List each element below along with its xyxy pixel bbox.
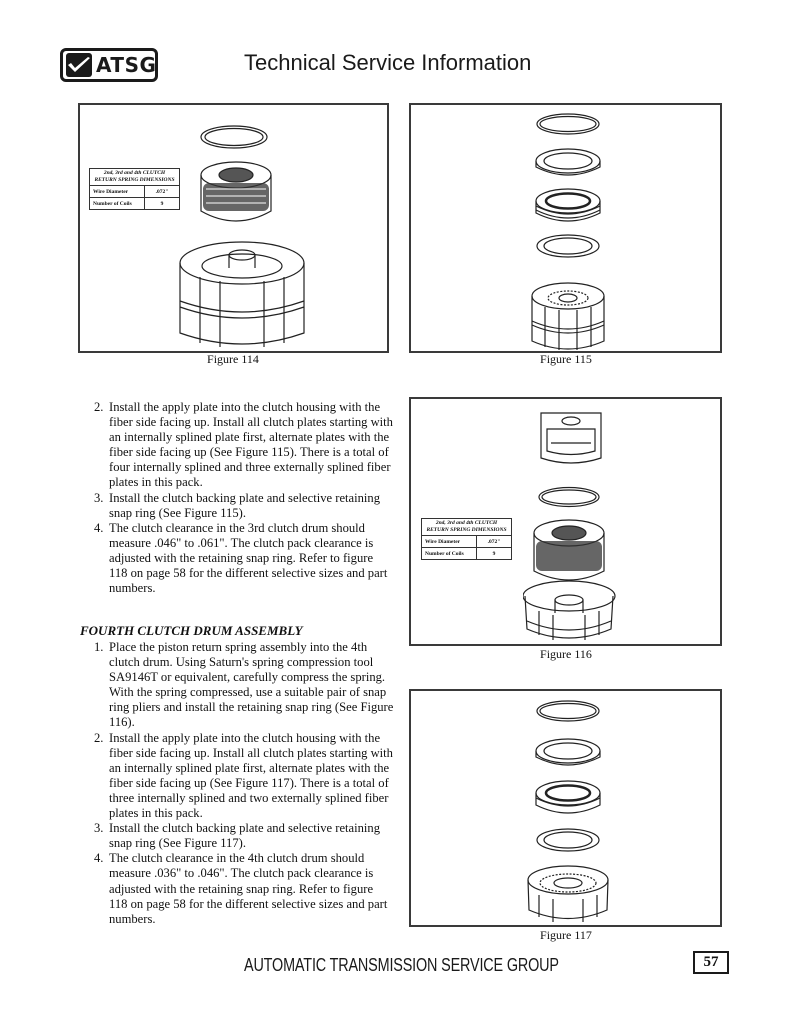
number-of-coils-value: 9 bbox=[145, 198, 180, 210]
section-heading: FOURTH CLUTCH DRUM ASSEMBLY bbox=[80, 623, 303, 638]
figure-115-caption: Figure 115 bbox=[540, 352, 592, 366]
checkmark-icon bbox=[66, 53, 92, 77]
step-number: 3. bbox=[94, 821, 104, 836]
fourth-clutch-pack-exploded-illustration bbox=[523, 695, 613, 925]
list-item bbox=[94, 491, 394, 521]
wire-diameter-label: Wire Diameter bbox=[422, 536, 477, 548]
clutch-drum-spring-illustration bbox=[170, 123, 340, 348]
step-number: 2. bbox=[94, 730, 104, 745]
step-number: 2. bbox=[94, 400, 104, 414]
number-of-coils-label: Number of Coils bbox=[422, 548, 477, 560]
step-number: 4. bbox=[94, 851, 104, 866]
list-item bbox=[94, 731, 394, 822]
list-item bbox=[94, 821, 394, 851]
spring-dimensions-table bbox=[89, 168, 180, 210]
spring-dimensions-table bbox=[421, 518, 512, 560]
figure-115-frame bbox=[409, 103, 722, 353]
step-text: Install the apply plate into the clutch housing with the fiber side facing up. Install all clutch plates starting with an internally splined plate first, alternate plates with the fiber side facing up (See Figure 117). There is a total of three internally splined and two externally splined fiber plates in this pack. bbox=[109, 730, 393, 821]
list-item bbox=[94, 851, 394, 926]
step-number: 1. bbox=[94, 640, 104, 654]
list-item bbox=[94, 640, 394, 731]
page-title: Technical Service Information bbox=[244, 50, 532, 75]
list-item bbox=[94, 521, 394, 596]
wire-diameter-value: .072" bbox=[145, 186, 180, 198]
step-text: The clutch clearance in the 3rd clutch drum should measure .046" to .061". The clutch pack clearance is adjusted with the retaining snap ring. Refer to figure 118 on page 58 for the different selective sizes and part numbers. bbox=[109, 520, 388, 596]
figure-117-frame bbox=[409, 689, 722, 927]
figure-116-frame bbox=[409, 397, 722, 646]
logo-text: ATSG bbox=[96, 53, 157, 77]
number-of-coils-value: 9 bbox=[477, 548, 512, 560]
step-number: 4. bbox=[94, 520, 104, 535]
figure-114-caption: Figure 114 bbox=[207, 352, 259, 366]
list-item bbox=[94, 400, 394, 491]
spring-table-title: 2nd, 3rd and 4th CLUTCH RETURN SPRING DIMENSIONS bbox=[90, 169, 180, 186]
figure-117-caption: Figure 117 bbox=[540, 928, 592, 942]
page-number: 57 bbox=[693, 951, 729, 974]
figure-114-frame bbox=[78, 103, 389, 353]
atsg-logo bbox=[60, 48, 158, 82]
wire-diameter-label: Wire Diameter bbox=[90, 186, 145, 198]
spring-compressor-tool-illustration bbox=[523, 403, 623, 645]
fourth-clutch-steps-list bbox=[94, 640, 394, 927]
step-text: Install the apply plate into the clutch housing with the fiber side facing up. Install all clutch plates starting with an internally splined plate first, alternate plates with the fiber side facing up (See Figure 115). There is a total of four internally splined and three externally splined fiber plates in this pack. bbox=[109, 400, 393, 490]
figure-116-caption: Figure 116 bbox=[540, 647, 592, 661]
wire-diameter-value: .072" bbox=[477, 536, 512, 548]
step-text: Install the clutch backing plate and selective retaining snap ring (See Figure 117). bbox=[109, 821, 381, 851]
step-number: 3. bbox=[94, 490, 104, 505]
step-text: The clutch clearance in the 4th clutch drum should measure .036" to .046". The clutch pack clearance is adjusted with the retaining snap ring. Refer to figure 118 on page 58 for the different selective sizes and part numbers. bbox=[109, 851, 388, 926]
footer-organization: AUTOMATIC TRANSMISSION SERVICE GROUP bbox=[244, 955, 559, 975]
number-of-coils-label: Number of Coils bbox=[90, 198, 145, 210]
step-text: Place the piston return spring assembly into the 4th clutch drum. Using Saturn's spring compression tool SA9146T or equivalent, carefully compress the spring. With the spring compressed, use a suitable pair of snap ring pliers and install the retaining snap ring (See Figure 116). bbox=[109, 640, 394, 730]
third-clutch-steps-list bbox=[94, 400, 394, 596]
step-text: Install the clutch backing plate and selective retaining snap ring (See Figure 115). bbox=[109, 490, 381, 520]
spring-table-title: 2nd, 3rd and 4th CLUTCH RETURN SPRING DIMENSIONS bbox=[422, 519, 512, 536]
clutch-pack-exploded-illustration bbox=[523, 109, 613, 351]
